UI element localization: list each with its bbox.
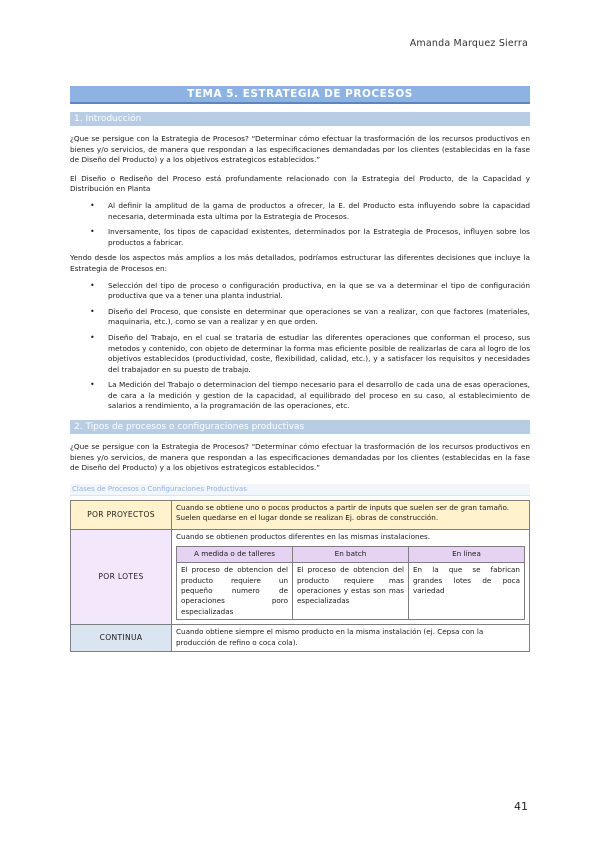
subheader-a-medida: A medida o de talleres xyxy=(177,547,293,563)
table-row xyxy=(71,529,530,624)
label-continua: CONTINUA xyxy=(71,625,172,652)
bullet-list-1 xyxy=(70,201,530,248)
table-row xyxy=(71,625,530,652)
list-item: • Al definir la amplitud de la gama de productos a ofrecer, la E. del Producto esta influyendo sobre la capacidad necesaria, determinada esta ultima por la Estrategia de Procesos. xyxy=(90,200,530,221)
list-item: • Selección del tipo de proceso o configuración productiva, en la que se va a determinar el tipo de configuración productiva que va a tener una planta industrial. xyxy=(90,280,530,301)
bullet-icon: • xyxy=(90,380,95,390)
table-caption: Clases de Procesos o Configuraciones Productivas xyxy=(70,484,530,496)
chapter-title: TEMA 5. ESTRATEGIA DE PROCESOS xyxy=(70,86,530,104)
intro-paragraph-1: ¿Que se persigue con la Estrategia de Procesos? “Determinar cómo efectuar la trasformación de los recursos productivos en bienes y/o servicios, de manera que respondan a las especificaciones demandadas por los clientes (establecidas en la fase de Diseño del Producto) y a los objetivos estrategicos establecidos.” xyxy=(70,134,530,165)
table-row xyxy=(177,547,525,563)
lotes-subtable xyxy=(176,546,525,620)
bullet-icon: • xyxy=(90,332,95,342)
subcell-en-linea: En la que se fabrican grandes lotes de poca variedad xyxy=(409,563,525,620)
intro-paragraph-3: Yendo desde los aspectos más amplios a los más detallados, podríamos estructurar las diferentes decisiones que incluye la Estrategia de Procesos en: xyxy=(70,253,530,273)
cell-por-lotes xyxy=(172,529,530,624)
page-number: 41 xyxy=(514,800,528,813)
bullet-icon: • xyxy=(90,280,95,290)
list-item: • Inversamente, los tipos de capacidad existentes, determinados por la Estrategia de Procesos, influyen sobre los productos a fabricar. xyxy=(90,227,530,247)
bullet-icon: • xyxy=(90,227,95,237)
subheader-en-batch: En batch xyxy=(293,547,409,563)
desc-por-lotes: Cuando se obtienen productos diferentes en las mismas instalaciones. xyxy=(176,531,431,541)
label-por-lotes: POR LOTES xyxy=(71,529,172,624)
list-item: • La Medición del Trabajo o determinacion del tiempo necesario para el desarrollo de cada una de esas operaciones, de cara a la medición y gestion de la capacidad, al equilibrado del proceso en su caso, al establecimiento de salarios a rendimiento, a la programación de las operaciones, etc. xyxy=(90,380,530,411)
list-item: • Diseño del Proceso, que consiste en determinar que operaciones se van a realizar, con que factores (materiales, maquinaria, etc.), como se van a realizar y en que orden. xyxy=(90,306,530,327)
section-heading-introduccion: 1. Introducción xyxy=(70,112,530,126)
subheader-en-linea: En línea xyxy=(409,547,525,563)
intro-paragraph-2: El Diseño o Rediseño del Proceso está profundamente relacionado con la Estrategia del Producto, de la Capacidad y Distribución en Planta xyxy=(70,173,530,194)
tipos-paragraph: ¿Que se persigue con la Estrategia de Procesos? “Determinar cómo efectuar la trasformación de los recursos productivos en bienes y/o servicios, de manera que respondan a las especificaciones demandadas por los clientes (establecidas en la fase de Diseño del Producto) y a los objetivos estrategicos establecidos.” xyxy=(70,442,530,473)
desc-por-proyectos: Cuando se obtiene uno o pocos productos a partir de inputs que suelen ser de gran tamaño. Suelen quedarse en el lugar donde se realizan Ej. obras de construcción. xyxy=(172,500,530,529)
process-types-table xyxy=(70,500,530,652)
table-row xyxy=(71,500,530,529)
bullet-list-2 xyxy=(70,281,530,413)
table-row xyxy=(177,563,525,620)
label-por-proyectos: POR PROYECTOS xyxy=(71,500,172,529)
desc-continua: Cuando obtiene siempre el mismo producto en la misma instalación (ej. Cepsa con la producción de refino o coca cola). xyxy=(172,625,530,652)
bullet-icon: • xyxy=(90,306,95,316)
author-name: Amanda Marquez Sierra xyxy=(409,38,528,49)
page-content xyxy=(70,86,530,652)
section-heading-tipos: 2. Tipos de procesos o configuraciones productivas xyxy=(70,420,530,434)
subcell-a-medida: El proceso de obtencion del producto requiere un pequeño numero de operaciones poro especializadas xyxy=(177,563,293,620)
bullet-icon: • xyxy=(90,200,95,210)
subcell-en-batch: El proceso de obtencion del producto requiere mas operaciones y estas son mas especializadas xyxy=(293,563,409,620)
list-item: • Diseño del Trabajo, en el cual se trataría de estudiar las diferentes operaciones que conforman el proceso, sus metodos y contenido, con objeto de determinar la forma mas eficiente posible de realizarlas de cara al logro de los objetivos establecidos (productividad, coste, flexibilidad, calidad, etc.), y a satisfacer los requisitos y necesidades del trabajador en su puesto de trabajo. xyxy=(90,332,530,374)
